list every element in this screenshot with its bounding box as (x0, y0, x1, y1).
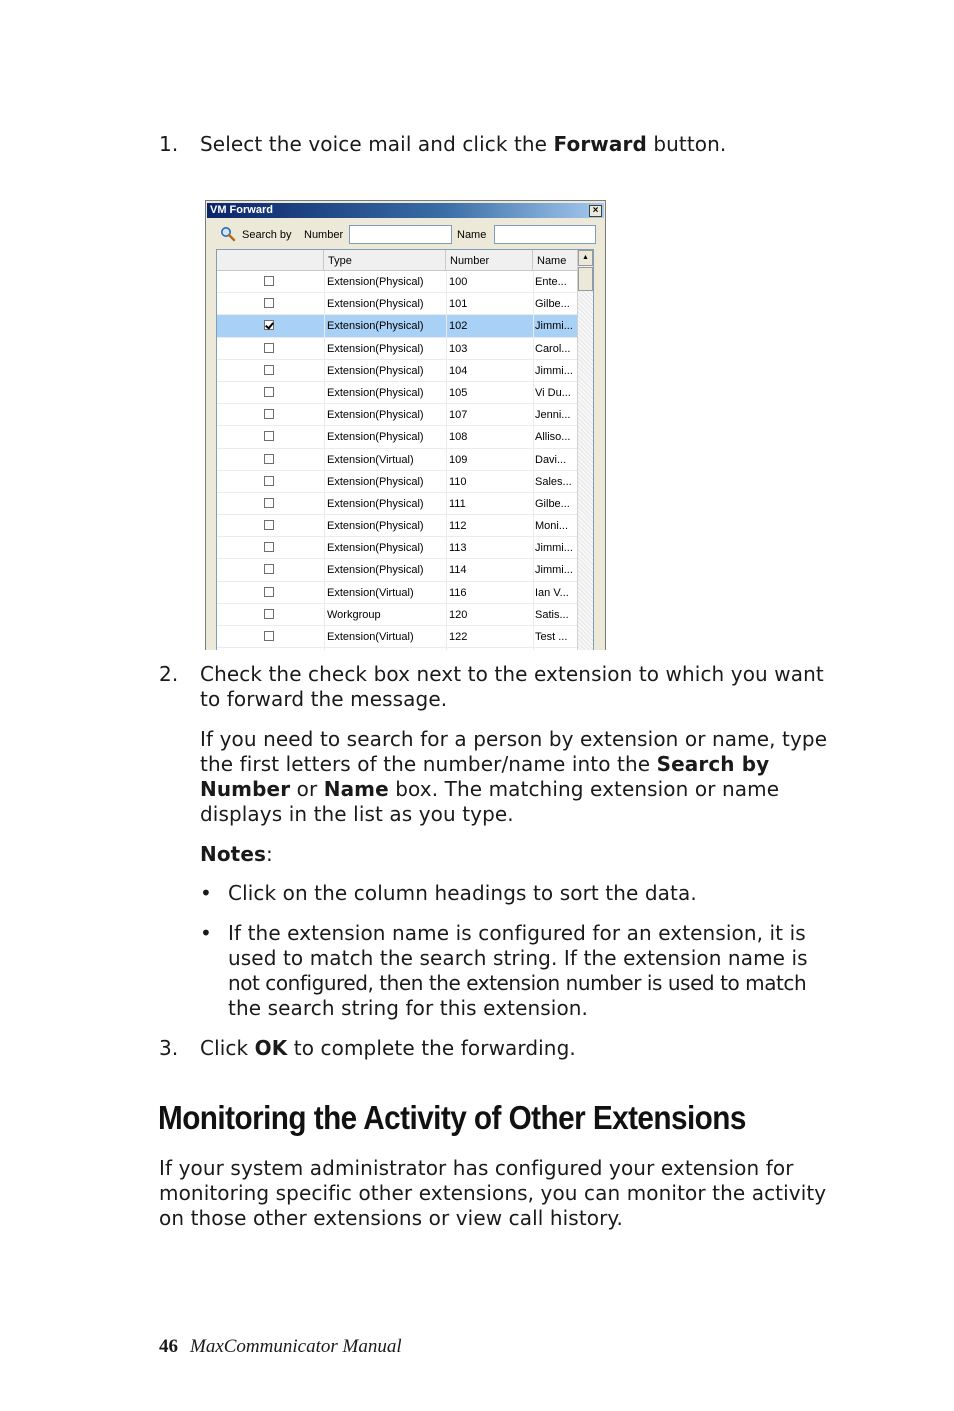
note-bullet-2: If the extension name is configured for an extension, it is used to match the search string. If the extension name is not configured, then the extension number is used to match the search string for this extension. (228, 921, 808, 1020)
forward-term: Forward (553, 132, 647, 156)
row-checkbox[interactable] (264, 454, 274, 464)
cell-name: Satis... (535, 608, 569, 621)
row-checkbox[interactable] (264, 365, 274, 375)
table-row[interactable] (217, 315, 577, 337)
step-number: 3. (159, 1036, 179, 1060)
header-checkbox-column (217, 250, 324, 270)
cell-number: 102 (449, 320, 468, 333)
dialog-title: VM Forward (210, 204, 273, 216)
column-divider (324, 271, 325, 650)
table-row[interactable] (217, 559, 577, 581)
cell-number: 100 (449, 276, 468, 288)
cell-number: 105 (449, 386, 468, 399)
step-text: Check the check box next to the extension to which you want to forward the message. (200, 662, 824, 711)
vm-forward-dialog (205, 200, 606, 650)
cell-name: Vi Du... (535, 386, 571, 399)
cell-name: Alliso... (535, 431, 571, 444)
cell-name: Davi... (535, 453, 567, 466)
table-row[interactable] (217, 382, 577, 404)
cell-type: Extension(Physical) (327, 364, 424, 377)
row-checkbox[interactable] (264, 298, 274, 308)
row-checkbox[interactable] (264, 609, 274, 619)
cell-number: 101 (449, 298, 468, 311)
cell-number: 103 (449, 342, 468, 355)
search-by-label: Search by (242, 229, 292, 241)
row-checkbox[interactable] (264, 409, 274, 419)
cell-type: Extension(Physical) (327, 542, 424, 555)
number-search-input[interactable] (349, 225, 452, 244)
cell-number: 120 (449, 608, 468, 621)
cell-type: Extension(Virtual) (327, 631, 414, 643)
step-3 (0, 1036, 954, 1061)
step-2 (0, 662, 954, 1022)
cell-type: Extension(Physical) (327, 564, 424, 577)
manual-title: MaxCommunicator Manual (190, 1336, 402, 1357)
page-number: 46 (159, 1336, 178, 1357)
cell-type: Extension(Physical) (327, 320, 424, 333)
cell-name: Test ... (535, 631, 568, 643)
cell-name: Gilbe... (535, 298, 570, 311)
cell-type: Extension(Physical) (327, 497, 424, 510)
row-checkbox[interactable] (264, 320, 274, 330)
dialog-titlebar (207, 203, 604, 218)
cell-name: Jimmi... (535, 564, 573, 577)
number-label: Number (304, 229, 344, 241)
cell-type: Extension(Physical) (327, 386, 424, 399)
cell-type: Extension(Physical) (327, 520, 424, 533)
cell-type: Extension(Virtual) (327, 586, 414, 599)
scroll-up-button[interactable]: ▲ (578, 250, 593, 266)
table-row[interactable] (217, 537, 577, 559)
row-checkbox[interactable] (264, 520, 274, 530)
table-row[interactable] (217, 449, 577, 471)
scroll-thumb[interactable] (578, 267, 593, 291)
row-checkbox[interactable] (264, 276, 274, 286)
cell-number: 109 (449, 453, 468, 466)
cell-name: Sales... (535, 475, 572, 488)
row-checkbox[interactable] (264, 631, 274, 641)
section-heading: Monitoring the Activity of Other Extensions (158, 1099, 746, 1136)
cell-name: Moni... (535, 520, 569, 533)
cell-type: Extension(Physical) (327, 276, 424, 288)
table-row[interactable] (217, 493, 577, 515)
cell-number: 107 (449, 409, 468, 422)
search-bar (206, 219, 605, 247)
row-checkbox[interactable] (264, 476, 274, 486)
cell-name: Ente... (535, 276, 567, 288)
note-bullet-1: Click on the column headings to sort the data. (228, 881, 697, 905)
ok-term: OK (254, 1036, 288, 1060)
cell-number: 108 (449, 431, 468, 444)
cell-number: 111 (449, 497, 466, 510)
search-icon (220, 226, 236, 242)
row-checkbox[interactable] (264, 587, 274, 597)
cell-name: Ian V... (535, 586, 569, 599)
table-row[interactable] (217, 582, 577, 604)
close-button[interactable]: × (589, 205, 602, 217)
step-text: Click OK to complete the forwarding. (200, 1036, 576, 1060)
number-term: Number (200, 777, 291, 801)
extension-grid (216, 249, 594, 650)
cell-name: Jimmi... (535, 542, 573, 555)
name-term: Name (323, 777, 389, 801)
table-row[interactable] (217, 338, 577, 360)
cell-number: 112 (449, 520, 467, 533)
name-search-input[interactable] (494, 225, 596, 244)
cell-type: Extension(Virtual) (327, 453, 414, 466)
cell-name: Jenni... (535, 409, 571, 422)
step-number: 2. (159, 662, 179, 686)
table-row[interactable] (217, 271, 577, 293)
step-1 (0, 132, 954, 157)
cell-name: Gilbe... (535, 497, 570, 510)
column-divider (446, 271, 447, 650)
bullet-marker: • (200, 921, 212, 945)
cell-number: 113 (449, 542, 467, 555)
cell-number: 114 (449, 564, 467, 577)
page-footer (159, 1335, 402, 1359)
search-by-term: Search by (656, 752, 770, 776)
bullet-marker: • (200, 881, 212, 905)
step-text: Select the voice mail and click the Forward button. (200, 132, 727, 156)
row-checkbox[interactable] (264, 498, 274, 508)
table-row[interactable] (217, 360, 577, 382)
table-row[interactable] (217, 604, 577, 626)
table-row[interactable] (217, 471, 577, 493)
section-paragraph: If your system administrator has configured your extension for monitoring specific other extensions, you can monitor the activity on those other extensions or view call history. (159, 1156, 827, 1230)
cell-number: 110 (449, 475, 467, 488)
row-checkbox[interactable] (264, 542, 274, 552)
table-row[interactable] (217, 404, 577, 426)
search-paragraph: If you need to search for a person by extension or name, type the first letters of the number/name into the Search by Number or Name box. The matching extension or name displays in the list as you type. (200, 727, 828, 826)
header-name[interactable]: Name (537, 255, 567, 267)
cell-type: Extension(Physical) (327, 475, 424, 488)
row-checkbox[interactable] (264, 387, 274, 397)
cell-name: Carol... (535, 342, 571, 355)
header-number[interactable]: Number (446, 250, 533, 270)
header-type[interactable]: Type (324, 250, 446, 270)
row-checkbox[interactable] (264, 564, 274, 574)
cell-type: Extension(Physical) (327, 342, 424, 355)
row-checkbox[interactable] (264, 431, 274, 441)
cell-number: 104 (449, 364, 468, 377)
table-row[interactable] (217, 626, 577, 648)
step-number: 1. (159, 132, 179, 156)
grid-header (217, 250, 577, 271)
notes-label: Notes: (200, 842, 273, 866)
cell-type: Extension(Physical) (327, 431, 424, 444)
cell-type: Extension(Physical) (327, 409, 424, 422)
table-row[interactable] (217, 293, 577, 315)
cell-type: Extension(Physical) (327, 298, 424, 311)
grid-rows (217, 271, 577, 648)
cell-type: Workgroup (327, 608, 381, 621)
cell-name: Jimmi... (535, 364, 573, 377)
column-divider (533, 271, 534, 650)
cell-number: 122 (449, 631, 468, 643)
vertical-scrollbar[interactable] (577, 250, 593, 650)
row-checkbox[interactable] (264, 343, 274, 353)
cell-name: Jimmi... (535, 320, 573, 333)
table-row[interactable] (217, 426, 577, 448)
table-row[interactable] (217, 515, 577, 537)
cell-number: 116 (449, 586, 467, 599)
name-label: Name (457, 229, 487, 241)
